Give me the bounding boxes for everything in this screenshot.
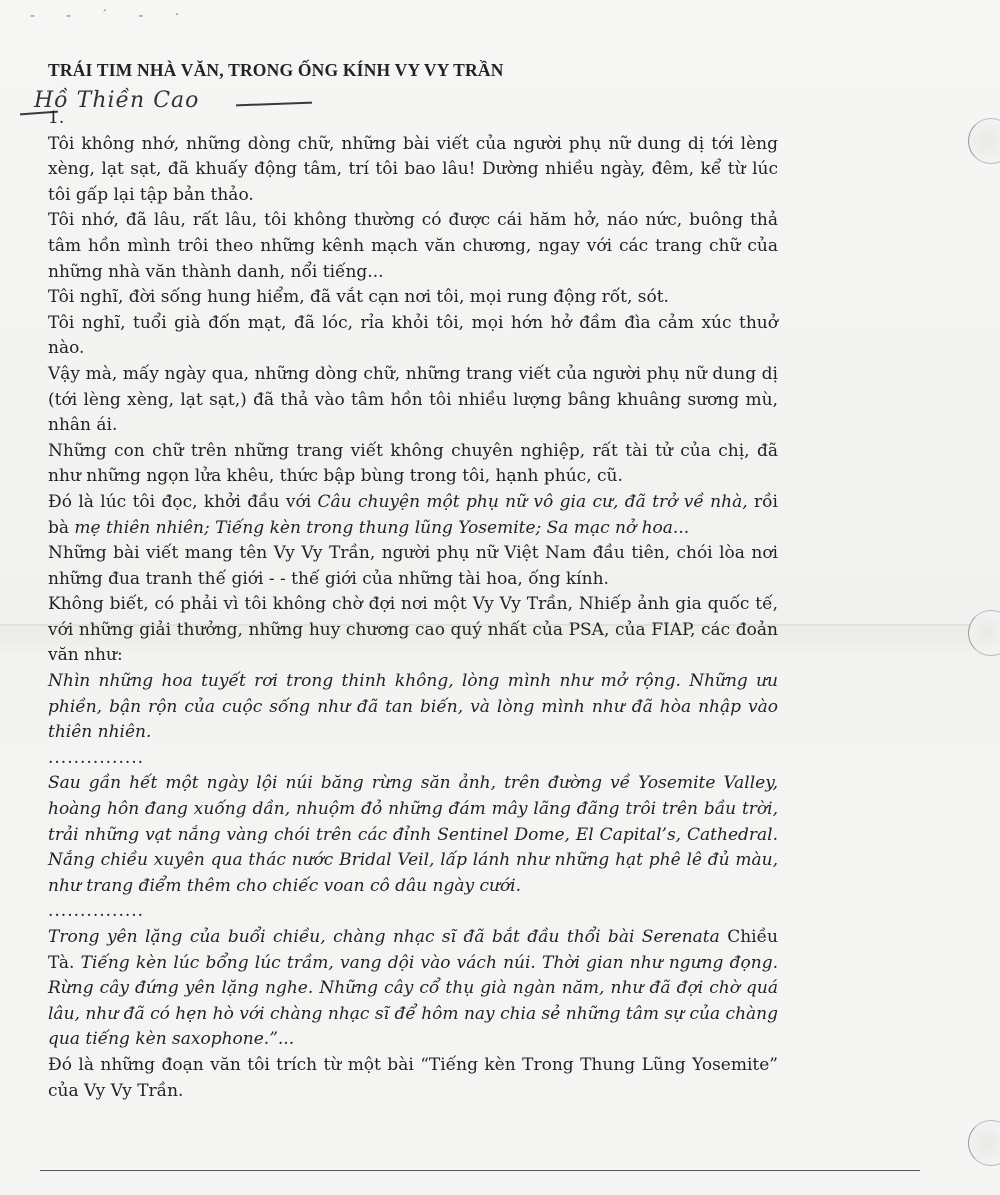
reading-mid: rồi bà bbox=[48, 491, 778, 538]
separator: ............... bbox=[48, 901, 145, 922]
paragraph: Vậy mà, mấy ngày qua, những dòng chữ, những trang viết của người phụ nữ dung dị (tới lèng xèng, lạt sạt,) đã thả vào tâm hồn tôi nhiều lượng bâng khuâng sương mù, nhân ái. bbox=[48, 363, 778, 436]
paragraph: Những con chữ trên những trang viết không chuyên nghiệp, rất tài tử của chị, đã như những ngọn lửa khêu, thức bập bùng trong tôi, hạnh phúc, cũ. bbox=[48, 440, 778, 487]
punch-hole-top bbox=[968, 118, 1000, 164]
quote: Sau gần hết một ngày lội núi băng rừng săn ảnh, trên đường về Yosemite Valley, hoàng hôn đang xuống dần, nhuộm đỏ những đám mây lãng đãng trôi trên bầu trời, trải những vạt nắng vàng chói trên các đỉnh Sentinel Dome, El Capital’s, Cathedral. Nắng chiều xuyên qua thác nước Bridal Veil, lấp lánh như những hạt phê lê đủ màu, như trang điểm thêm cho chiếc voan cô dâu ngày cưới. bbox=[48, 773, 778, 896]
paragraph: Tôi không nhớ, những dòng chữ, những bài viết của người phụ nữ dung dị tới lèng xèng, lạt sạt, đã khuấy động tâm, trí tôi bao lâu! Dường nhiều ngày, đêm, kể từ lúc tôi gấp lại tập bản thảo. bbox=[48, 133, 778, 205]
section-number: 1. bbox=[48, 108, 65, 128]
quote: Nhìn những hoa tuyết rơi trong thinh không, lòng mình như mở rộng. Những ưu phiền, bận rộn của cuộc sống như đã tan biến, và lòng mình như đã hòa nhập vào thiên nhiên. bbox=[48, 671, 778, 743]
paragraph: Không biết, có phải vì tôi không chờ đợi nơi một Vy Vy Trần, Nhiếp ảnh gia quốc tế, với những giải thưởng, những huy chương cao quý nhất của PSA, của FIAP, các đoản văn như: bbox=[48, 594, 778, 666]
punch-hole-middle bbox=[968, 610, 1000, 656]
bottom-rule bbox=[40, 1170, 920, 1171]
reading-intro: Đó là lúc tôi đọc, khởi đầu với bbox=[48, 491, 318, 512]
quote-3-start: Trong yên lặng của buổi chiều, chàng nhạc sĩ đã bắt đầu thổi bài Serenata bbox=[48, 927, 728, 947]
reading-titles-list: mẹ thiên nhiên; Tiếng kèn trong thung lũng Yosemite; Sa mạc nở hoa... bbox=[74, 517, 690, 538]
top-margin-marks: - - ´ - · bbox=[30, 8, 194, 23]
document-title: TRÁI TIM NHÀ VĂN, TRONG ỐNG KÍNH VY VY TRẦN bbox=[48, 60, 504, 80]
separator: ............... bbox=[48, 747, 145, 768]
reading-paragraph bbox=[48, 490, 778, 541]
closing-paragraph: Đó là những đoạn văn tôi trích từ một bài “Tiếng kèn Trong Thung Lũng Yosemite” của Vy Vy Trần. bbox=[48, 1054, 778, 1101]
paragraph: Tôi nhớ, đã lâu, rất lâu, tôi không thường có được cái hăm hở, náo nức, buông thả tâm hồn mình trôi theo những kênh mạch văn chương, ngay với các trang chữ của những nhà văn thành danh, nổi tiếng... bbox=[48, 210, 778, 282]
paragraph: Tôi nghĩ, đời sống hung hiểm, đã vắt cạn nơi tôi, mọi rung động rốt, sót. bbox=[48, 287, 669, 308]
paragraph: Những bài viết mang tên Vy Vy Trần, người phụ nữ Việt Nam đầu tiên, chói lòa nơi những đua tranh thế giới - - thế giới của những tài hoa, ống kính. bbox=[48, 543, 778, 589]
reading-title: Câu chuyện một phụ nữ vô gia cư, đã trở về nhà, bbox=[317, 491, 748, 512]
quote-3 bbox=[48, 925, 778, 1053]
punch-hole-bottom bbox=[968, 1120, 1000, 1166]
quote-3-rest: Tiếng kèn lúc bổng lúc trầm, vang dội vào vách núi. Thời gian như ngưng đọng. Rừng cây đứng yên lặng nghe. Những cây cổ thụ già ngàn năm, như đã đợi chờ quá lâu, như đã có hẹn hò với chàng nhạc sĩ để hôm nay chia sẻ những tâm sự của chàng qua tiếng kèn saxophone.”... bbox=[48, 952, 778, 1050]
quote-3-upright: Chiều Tà. bbox=[48, 927, 778, 973]
article-body bbox=[48, 106, 778, 1104]
author-signature: Hồ Thiền Cao bbox=[34, 88, 200, 113]
paragraph: Tôi nghĩ, tuổi già đốn mạt, đã lóc, rỉa khỏi tôi, mọi hớn hở đầm đìa cảm xúc thuở nào. bbox=[48, 312, 778, 359]
